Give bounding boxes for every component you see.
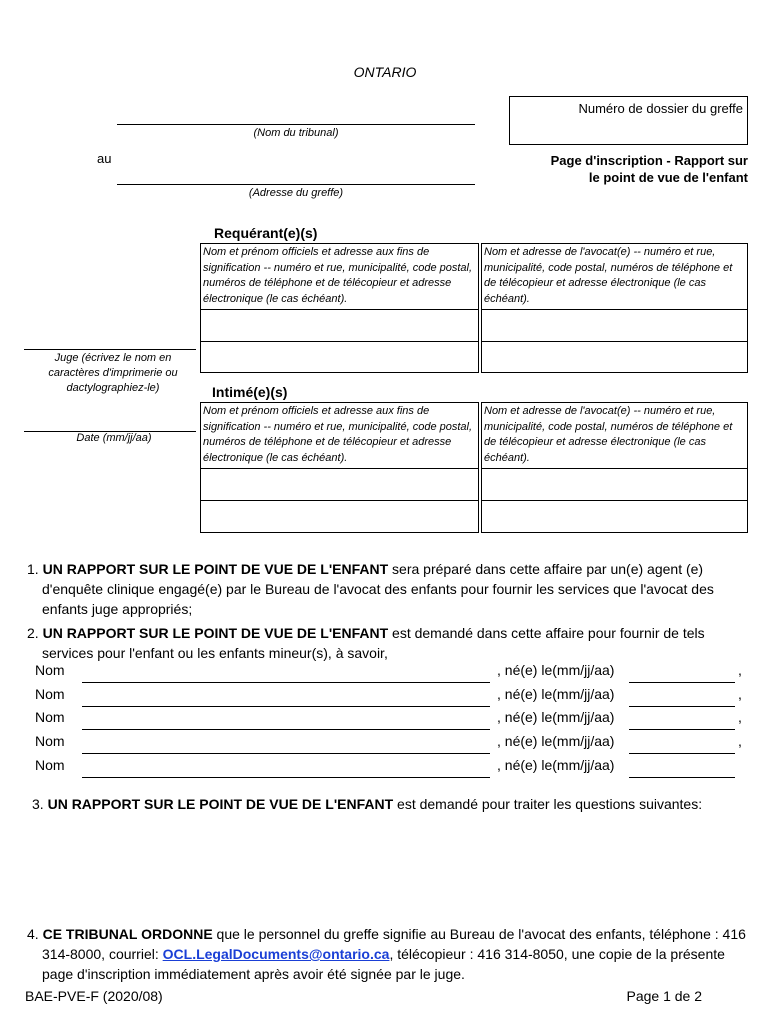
respondent-lawyer-field-1[interactable] [481,468,748,501]
child-name-field[interactable] [82,777,490,778]
child-born-label: , né(e) le(mm/jj/aa) [497,709,615,725]
child-name-label: Nom [35,686,65,702]
section-1-text: sera préparé dans cette affaire par un(e) agent (e) d'enquête clinique engagé(e) par le Bureau de l'avocat des enfants pour fournir les services que l'avocat des enfants juge appropriés; [42,561,714,617]
child-name-field[interactable] [82,729,490,730]
respondent-lawyer-field-2[interactable] [481,500,748,533]
page-number: Page 1 de 2 [626,988,702,1004]
respondent-info-header [200,402,479,469]
child-name-field[interactable] [82,706,490,707]
child-born-label: , né(e) le(mm/jj/aa) [497,662,615,678]
section-1 [27,559,757,619]
court-address-label: (Adresse du greffe) [248,187,344,199]
child-born-label: , né(e) le(mm/jj/aa) [497,757,615,773]
file-number-label: Numéro de dossier du greffe [578,101,743,116]
child-comma: , [738,662,742,678]
child-birthdate-field[interactable] [629,753,735,754]
child-name-field[interactable] [82,753,490,754]
form-code: BAE-PVE-F (2020/08) [25,988,163,1004]
respondent-lawyer-header [481,402,748,469]
respondent-info-field-1[interactable] [200,468,479,501]
child-name-label: Nom [35,757,65,773]
child-birthdate-field[interactable] [629,729,735,730]
judge-date-label: Date (mm/jj/aa) [76,432,152,444]
respondent-lawyer-text: Nom et adresse de l'avocat(e) -- numéro et rue, municipalité, code postal, numéros de téléphone et de télécopieur et adresse électronique (le cas échéant). [484,405,733,464]
court-name-line[interactable] [117,124,475,125]
applicant-info-field-2[interactable] [200,341,479,373]
child-birthdate-field[interactable] [629,682,735,683]
child-born-label: , né(e) le(mm/jj/aa) [497,686,615,702]
section-3-number: 3. [32,796,44,812]
respondent-info-text: Nom et prénom officiels et adresse aux fins de signification -- numéro et rue, municipalité, code postal, numéros de téléphone et de télécopieur et adresse électronique (le cas échéant). [203,405,473,464]
judge-label: Juge (écrivez le nom en caractères d'imprimerie ou dactylographiez-le) [48,352,178,394]
section-4-text-2: , télécopieur : 416 314-8050, une copie de la présente page d'inscription immédiatement après avoir été signée par le juge. [42,946,725,982]
section-3-text: est demandé pour traiter les questions suivantes: [393,796,703,812]
applicant-info-field-1[interactable] [200,309,479,342]
section-2-number: 2. [27,625,39,641]
child-comma: , [738,686,742,702]
child-born-label: , né(e) le(mm/jj/aa) [497,733,615,749]
applicant-lawyer-text: Nom et adresse de l'avocat(e) -- numéro et rue, municipalité, code postal, numéros de téléphone et de télécopieur et adresse électronique (le cas échéant). [484,246,733,305]
form-title [551,152,748,186]
section-4-heading: CE TRIBUNAL ORDONNE [42,926,213,942]
section-4-number: 4. [27,926,39,942]
child-name-label: Nom [35,733,65,749]
child-birthdate-field[interactable] [629,706,735,707]
section-1-heading: UN RAPPORT SUR LE POINT DE VUE DE L'ENFANT [42,561,389,577]
child-name-field[interactable] [82,682,490,683]
section-1-number: 1. [27,561,39,577]
applicant-info-text: Nom et prénom officiels et adresse aux fins de signification -- numéro et rue, municipalité, code postal, numéros de téléphone et de télécopieur et adresse électronique (le cas échéant). [203,246,473,305]
child-comma: , [738,733,742,749]
form-title-line2: le point de vue de l'enfant [588,170,748,185]
file-number-box[interactable] [509,96,748,145]
child-name-label: Nom [35,662,65,678]
court-name-label: (Nom du tribunal) [253,127,339,139]
section-3-heading: UN RAPPORT SUR LE POINT DE VUE DE L'ENFANT [47,796,394,812]
applicant-info-header [200,243,479,310]
section-3 [32,794,732,814]
issues-field[interactable] [32,838,742,918]
applicant-lawyer-field-2[interactable] [481,341,748,373]
au-label: au [97,151,112,166]
section-2-text: est demandé dans cette affaire pour fournir de tels services pour l'enfant ou les enfants mineur(s), à savoir, [42,625,705,661]
child-birthdate-field[interactable] [629,777,735,778]
judge-name-line[interactable] [24,349,196,350]
section-2-heading: UN RAPPORT SUR LE POINT DE VUE DE L'ENFANT [42,625,389,641]
section-4 [27,924,757,984]
form-title-line1: Page d'inscription - Rapport sur [550,153,748,168]
respondents-heading: Intimé(e)(s) [212,384,288,400]
province-title: ONTARIO [353,64,417,80]
section-4-text-1: que le personnel du greffe signifie au Bureau de l'avocat des enfants, téléphone : 416 314-8000, courriel: [42,926,746,962]
court-address-line[interactable] [117,184,475,185]
applicants-heading: Requérant(e)(s) [214,225,318,241]
applicant-lawyer-field-1[interactable] [481,309,748,342]
respondent-info-field-2[interactable] [200,500,479,533]
applicant-lawyer-header [481,243,748,310]
child-comma: , [738,709,742,725]
child-name-label: Nom [35,709,65,725]
section-2 [27,623,757,663]
ocl-email-link[interactable]: OCL.LegalDocuments@ontario.ca [162,946,390,962]
